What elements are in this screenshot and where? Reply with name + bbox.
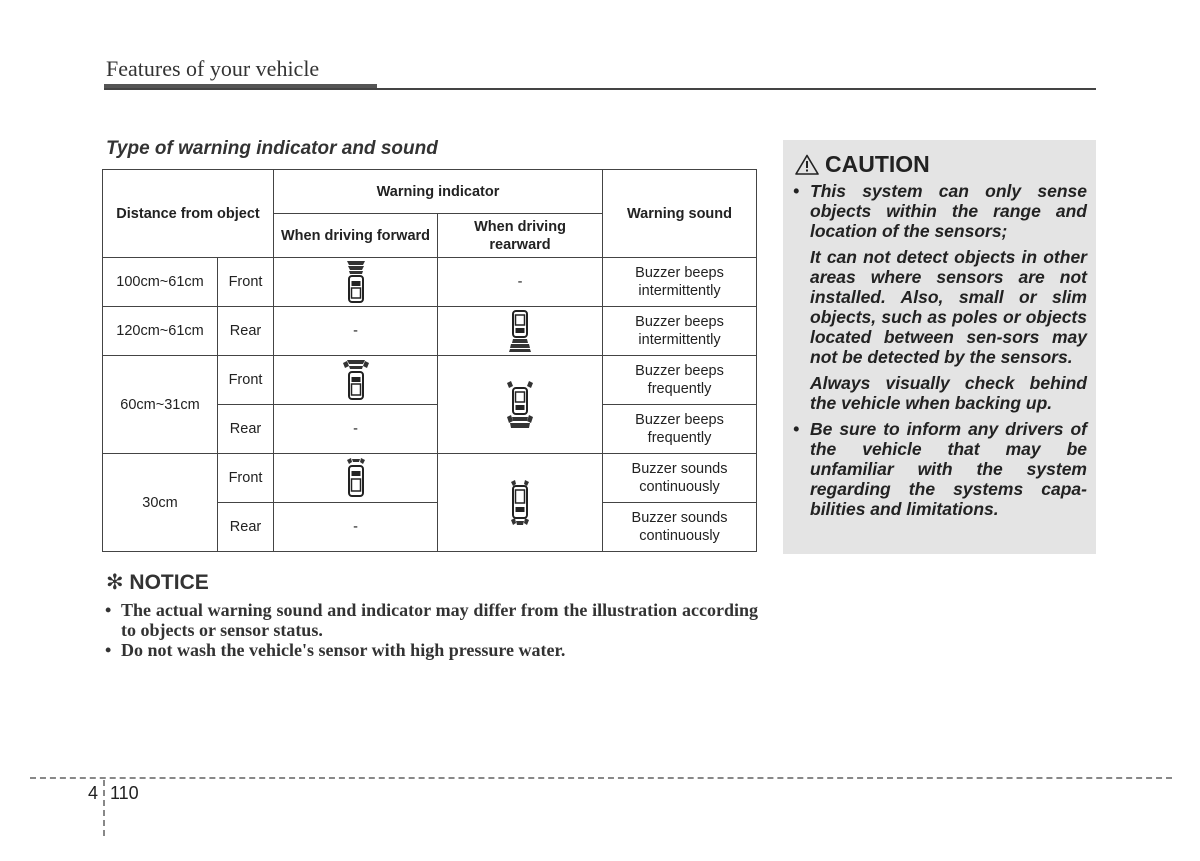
- caution-paragraph: • Be sure to inform any drivers of the vehicle that may be unfamiliar with the system regarding the systems capa-bilities and limitations.: [810, 419, 1087, 519]
- header-rule: [104, 88, 1096, 90]
- position-cell: Rear: [218, 307, 274, 356]
- header-distance: Distance from object: [103, 170, 274, 258]
- position-cell: Rear: [218, 405, 274, 454]
- section-title: Type of warning indicator and sound: [106, 138, 438, 159]
- footer-dashed-rule: [30, 777, 1172, 779]
- sound-cell: Buzzer beeps intermittently: [603, 307, 757, 356]
- header-warning-sound: Warning sound: [603, 170, 757, 258]
- car-front-sensor-icon: [343, 359, 369, 401]
- position-cell: Rear: [218, 503, 274, 552]
- footer-dashed-divider: [103, 780, 105, 836]
- caution-list: [793, 181, 1087, 525]
- caution-box: [783, 140, 1096, 554]
- sound-cell: Buzzer beeps frequently: [603, 356, 757, 405]
- warning-triangle-icon: [795, 154, 819, 175]
- header-driving-forward: When driving forward: [274, 214, 438, 258]
- page-number: 110: [110, 783, 139, 803]
- forward-indicator-cell: [274, 454, 438, 503]
- rearward-indicator-cell: [438, 356, 603, 454]
- header-warning-indicator: Warning indicator: [274, 170, 603, 214]
- car-front-sensor-icon: [344, 458, 368, 498]
- table-header-row: [103, 170, 757, 214]
- caution-item: [793, 181, 1087, 413]
- chapter-number: 4: [88, 783, 99, 803]
- sound-cell: Buzzer sounds continuously: [603, 503, 757, 552]
- caution-title: CAUTION: [825, 151, 930, 177]
- forward-indicator-cell: -: [274, 307, 438, 356]
- car-front-sensor-icon: [345, 261, 367, 303]
- caution-paragraph: Always visually check behind the vehicle when backing up.: [810, 373, 1087, 413]
- notice-list: [104, 600, 758, 660]
- page-header-title: Features of your vehicle: [106, 56, 320, 81]
- distance-cell: 30cm: [103, 454, 218, 552]
- forward-indicator-cell: -: [274, 405, 438, 454]
- warning-indicator-table: [102, 169, 757, 552]
- rearward-indicator-cell: [438, 454, 603, 552]
- table-row: [103, 307, 757, 356]
- table-row: [103, 258, 757, 307]
- sound-cell: Buzzer beeps frequently: [603, 405, 757, 454]
- sound-cell: Buzzer sounds continuously: [603, 454, 757, 503]
- forward-indicator-cell: [274, 356, 438, 405]
- sound-cell: Buzzer beeps intermittently: [603, 258, 757, 307]
- car-rear-sensor-icon: [505, 381, 535, 429]
- notice-item: • The actual warning sound and indicator may differ from the illustration according to objects or sensor status.: [104, 600, 758, 640]
- table-row: [103, 454, 757, 503]
- notice-title: ✻ NOTICE: [106, 571, 209, 594]
- car-rear-sensor-icon: [508, 310, 532, 352]
- rearward-indicator-cell: [438, 307, 603, 356]
- header-driving-rearward: When driving rearward: [438, 214, 603, 258]
- forward-indicator-cell: [274, 258, 438, 307]
- caution-paragraph: It can not detect objects in other areas where sensors are not installed. Also, small or slim objects, such as poles or objects located between sen-sors may not be detected by the sensors.: [810, 247, 1087, 367]
- car-rear-sensor-icon: [508, 480, 532, 526]
- rearward-indicator-cell: -: [438, 258, 603, 307]
- forward-indicator-cell: -: [274, 503, 438, 552]
- position-cell: Front: [218, 454, 274, 503]
- distance-cell: 120cm~61cm: [103, 307, 218, 356]
- caution-paragraph: • This system can only sense objects within the range and location of the sensors;: [810, 181, 1087, 241]
- distance-cell: 100cm~61cm: [103, 258, 218, 307]
- position-cell: Front: [218, 356, 274, 405]
- position-cell: Front: [218, 258, 274, 307]
- distance-cell: 60cm~31cm: [103, 356, 218, 454]
- caution-item: [793, 419, 1087, 519]
- caution-heading: [795, 151, 930, 178]
- table-row: [103, 356, 757, 405]
- notice-item: • Do not wash the vehicle's sensor with high pressure water.: [104, 640, 758, 660]
